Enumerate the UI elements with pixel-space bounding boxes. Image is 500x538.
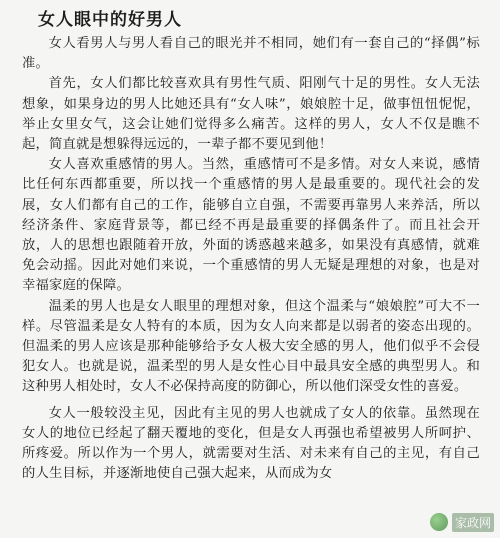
paragraph-gentle: 温柔的男人也是女人眼里的理想对象，但这个温柔与“娘娘腔”可大不一样。尽管温柔是女人特有的本质，因为女人向来都是以弱者的姿态出现的。但温柔的男人应该是那种能够给予女人极大安全感的男人，他们似乎不会侵犯女人。也就是说，温柔型的男人是女性心目中最具安全感的典型男人。和这种男人相处时，女人不必保持高度的防御心，所以他们深受女性的喜爱。 (22, 298, 480, 395)
watermark (402, 510, 494, 534)
paragraph-masculine: 首先，女人们都比较喜欢具有男性气质、阳刚气十足的男性。女人无法想象，如果身边的男人比她还具有“女人味”，娘娘腔十足，做事忸忸怩怩，举止女里女气，这会让她们觉得多么痛苦。这样的男人，女人不仅是瞧不起，简直就是想躲得远远的，一辈子都不要见到他！ (22, 76, 480, 153)
paragraph-intro: 女人看男人与男人看自己的眼光并不相同，她们有一套自己的“择偶”标准。 (22, 36, 480, 72)
watermark-logo-icon (430, 513, 448, 531)
paragraph-emotion: 女人喜欢重感情的男人。当然，重感情可不是多情。对女人来说，感情比任何东西都重要，所以找一个重感情的男人是最重要的。现代社会的发展，女人们都有自己的工作，能够自立自强，不需要再靠男人来养活，所以经济条件、家庭背景等，都已经不再是最重要的择偶条件了。而且社会开放，人的思想也跟随着开放，外面的诱惑越来越多，如果没有真感情，就难免会动摇。因此对她们来说，一个重感情的男人无疑是理想的对象，也是对幸福家庭的保障。 (22, 157, 480, 294)
article-title: 女人眼中的好男人 (38, 10, 182, 30)
watermark-text: 家政网 (452, 513, 494, 532)
paragraph-opinion: 女人一般较没主见，因此有主见的男人也就成了女人的依靠。虽然现在女人的地位已经起了翻天覆地的变化，但是女人再强也希望被男人所呵护、所疼爱。所以作为一个男人，就需要对生活、对未来有自己的主见，有自己的人生目标，并逐渐地使自己强大起来，从而成为女 (22, 405, 480, 482)
